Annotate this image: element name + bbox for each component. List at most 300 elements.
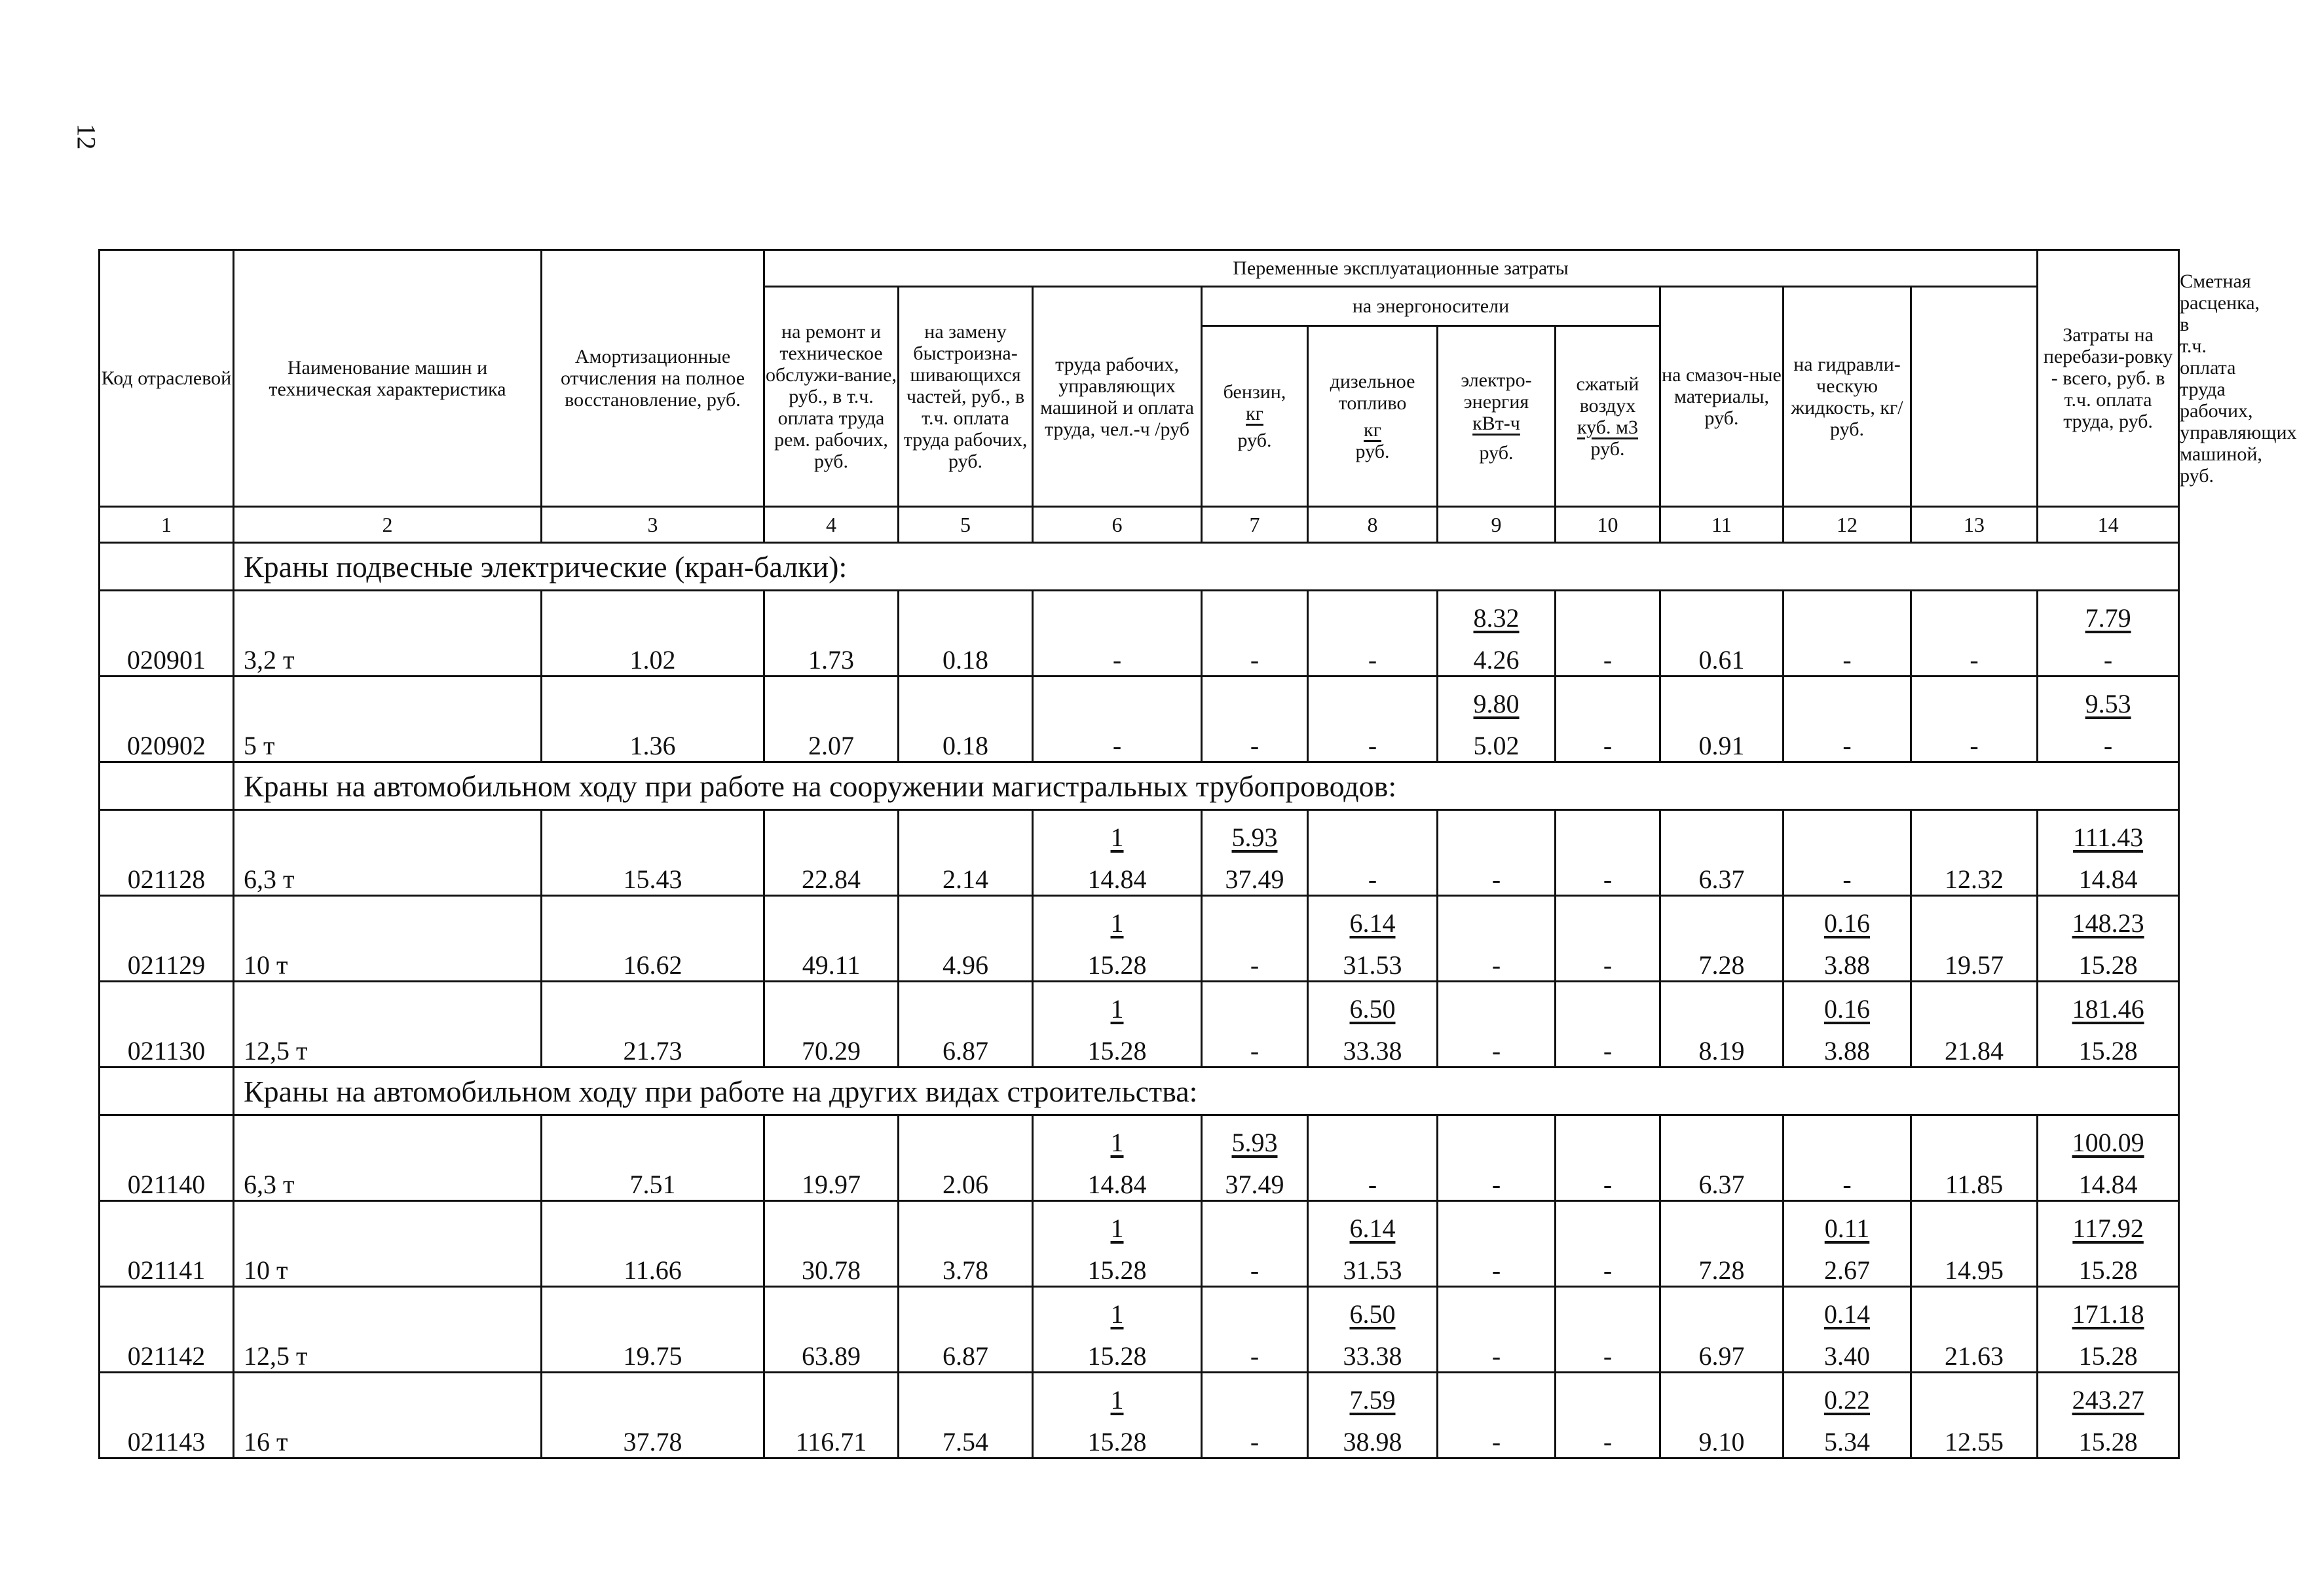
value-cell [542,896,764,939]
value-cell [1556,1115,1660,1159]
column-number: 2 [234,507,542,543]
value-cell [1911,677,2038,720]
value-cell: - [1438,1244,1556,1287]
value-cell: 9.80 [1438,677,1556,720]
value-cell: - [1911,719,2038,762]
value-cell: 21.63 [1911,1329,2038,1373]
value-cell: 15.28 [2038,1244,2179,1287]
value-cell: 11.66 [542,1244,764,1287]
header-relocation: Затраты на перебази-ровку - всего, руб. в т.ч. оплата труда, руб. [2038,250,2179,507]
table-row-numerator [100,1287,2179,1330]
value-cell: 33.38 [1308,1024,1438,1067]
value-cell: 37.49 [1202,853,1308,896]
value-cell: - [1783,719,1911,762]
value-cell: 15.28 [1033,1415,1202,1458]
header-repair: на ремонт и техническое обслужи-вание, руб., в т.ч. оплата труда рем. рабочих, руб. [764,287,899,507]
code-cell: 021143 [100,1415,234,1458]
code-cell: 020902 [100,719,234,762]
value-cell: 6.50 [1308,982,1438,1025]
value-cell [764,1115,899,1159]
value-cell [899,677,1033,720]
value-cell: 15.28 [1033,938,1202,982]
machine-cost-table: Код отраслевой Наименование машин и техническая характеристика Амортизационные отчисления на полное восстановление, руб. Переменные эксплуатационные затраты Затраты на перебази-ровку - всего, руб. в т.ч. оплата труда, руб. Сметная расценка, в т.ч. оплата труда рабочих, управляющих машиной, руб. на ремонт и техническое обслужи-вание, руб., в т.ч. оплата труда рем. рабочих, руб. на замену быстроизна-шивающихся частей, руб., в т.ч. оплата труда рабочих, руб. труда рабочих, управляющих машиной и оплата труда, чел.-ч /руб на энергоносители на смазоч-ные материалы, руб. на гидравли-ческую жидкость, кг/руб. бензин, кг руб. дизельное топливо кг руб. электро-энергия кВт-ч руб. сжатый воздух куб. м3 руб. 1 2 3 4 5 6 7 8 9 10 11 12 13 14 Краны подвесные электрические (кран-балки): 8.32 7.79 020901 3,2 т 1.02 1.73 0.18 - - - 4.26 - 0.61 - - - 9.80 9.53 020902 5 т 1.36 2.07 0.18 - - - 5.02 - 0.91 - - - Краны на автомобильном ходу при работе на сооружении магистральных трубопроводов: 1 5.93 111.43 021128 6,3 т 15.43 22.84 2.14 14.84 37.49 - - - 6.37 - 12.32 14.84 1 6.14 0.16 148.23 021129 10 т 16.62 49.11 4.96 15.28 - 31.53 - - 7.28 3.88 19.57 15.28 1 6.50 0.16 181.46 021130 12,5 т 21.73 70.29 6.87 15.28 - 33.38 - - 8.19 3.88 21.84 15.28 Краны на автомобильном ходу при работе на других видах строительства: 1 5.93 100.09 021140 6,3 т 7.51 19.97 2.06 14.84 37.49 - - - 6.37 - 11.85 14.84 1 6.14 0.11 117.92 021141 10 т 11.66 30.78 3.78 15.28 - 31.53 - - 7.28 2.67 14.95 15.28 1 6.50 0.14 171.18 021142 12,5 т 19.75 63.89 6.87 15.28 - 33.38 - - 6.97 3.40 21.63 15.28 1 7.59 0.22 243.27 021143 16 т 37.78 116.71 7.54 15.28 - 38.98 - - 9.10 5.34 12.55 15.28 [98,249,2180,1459]
value-cell: 9.10 [1660,1415,1783,1458]
section-title: Краны на автомобильном ходу при работе на других видах строительства: [234,1067,2179,1115]
value-cell: 33.38 [1308,1329,1438,1373]
value-cell: 7.28 [1660,1244,1783,1287]
value-cell: - [1556,633,1660,677]
value-cell: - [1202,1244,1308,1287]
value-cell: 2.06 [899,1158,1033,1201]
value-cell: 15.43 [542,853,764,896]
value-cell [1911,810,2038,853]
section-code-cell [100,762,234,810]
value-cell [764,591,899,634]
code-cell [100,1115,234,1159]
value-cell: 1.36 [542,719,764,762]
value-cell [1556,1373,1660,1416]
value-cell: 15.28 [2038,938,2179,982]
value-cell: - [1308,633,1438,677]
table-row-numerator [100,1201,2179,1244]
value-cell [764,1287,899,1330]
value-cell [1660,896,1783,939]
header-electricity: электро-энергия кВт-ч руб. [1438,326,1556,507]
value-cell: 243.27 [2038,1373,2179,1416]
value-cell: 1 [1033,1287,1202,1330]
section-header-row [100,762,2179,810]
value-cell: 5.93 [1202,810,1308,853]
column-number: 7 [1202,507,1308,543]
value-cell: 117.92 [2038,1201,2179,1244]
value-cell: 1 [1033,1115,1202,1159]
value-cell: 5.34 [1783,1415,1911,1458]
column-number: 4 [764,507,899,543]
value-cell [1556,982,1660,1025]
column-number: 9 [1438,507,1556,543]
value-cell: 6.14 [1308,1201,1438,1244]
value-cell [1308,677,1438,720]
value-cell [1438,896,1556,939]
header-variable-costs: Переменные эксплуатационные затраты [764,250,2038,287]
value-cell [1438,810,1556,853]
table-row-numerator [100,810,2179,853]
value-cell: 6.37 [1660,1158,1783,1201]
column-number: 13 [1911,507,2038,543]
name-cell [234,1115,542,1159]
value-cell [1308,1115,1438,1159]
value-cell: - [1556,938,1660,982]
value-cell: - [1438,1158,1556,1201]
code-cell [100,982,234,1025]
value-cell: - [1556,719,1660,762]
name-cell [234,591,542,634]
header-petrol: бензин, кг руб. [1202,326,1308,507]
value-cell: 19.97 [764,1158,899,1201]
section-title: Краны подвесные электрические (кран-балки): [234,543,2179,591]
value-cell: - [1202,1024,1308,1067]
value-cell: 9.53 [2038,677,2179,720]
value-cell [1202,982,1308,1025]
value-cell [1438,1287,1556,1330]
value-cell: 0.16 [1783,896,1911,939]
section-code-cell [100,543,234,591]
header-lubricants: на смазоч-ные материалы, руб. [1660,287,1783,507]
header-parts: на замену быстроизна-шивающихся частей, руб., в т.ч. оплата труда рабочих, руб. [899,287,1033,507]
value-cell: - [1202,1415,1308,1458]
value-cell [542,1287,764,1330]
code-cell [100,896,234,939]
value-cell: - [1556,1415,1660,1458]
value-cell: 37.49 [1202,1158,1308,1201]
value-cell: 14.95 [1911,1244,2038,1287]
value-cell: 5.93 [1202,1115,1308,1159]
header-compressed-air: сжатый воздух куб. м3 руб. [1556,326,1660,507]
value-cell: 19.57 [1911,938,2038,982]
value-cell: - [1911,633,2038,677]
value-cell: 11.85 [1911,1158,2038,1201]
value-cell: 116.71 [764,1415,899,1458]
value-cell: 148.23 [2038,896,2179,939]
value-cell: 0.18 [899,719,1033,762]
value-cell: 5.02 [1438,719,1556,762]
section-title: Краны на автомобильном ходу при работе на сооружении магистральных трубопроводов: [234,762,2179,810]
value-cell: 22.84 [764,853,899,896]
value-cell [1556,1287,1660,1330]
value-cell [1438,982,1556,1025]
table-row-numerator [100,1373,2179,1416]
code-cell: 021142 [100,1329,234,1373]
value-cell: 1 [1033,810,1202,853]
code-cell: 021141 [100,1244,234,1287]
value-cell [764,677,899,720]
value-cell [899,982,1033,1025]
value-cell: 7.79 [2038,591,2179,634]
value-cell: 16.62 [542,938,764,982]
table-row [100,719,2179,762]
table-row [100,938,2179,982]
value-cell [899,810,1033,853]
value-cell: 1 [1033,1373,1202,1416]
value-cell: 3.88 [1783,1024,1911,1067]
value-cell: 37.78 [542,1415,764,1458]
header-name: Наименование машин и техническая характеристика [234,250,542,507]
value-cell: 7.51 [542,1158,764,1201]
value-cell: 21.84 [1911,1024,2038,1067]
value-cell [1660,1115,1783,1159]
value-cell: 7.54 [899,1415,1033,1458]
column-number: 5 [899,507,1033,543]
header-diesel: дизельное топливо кг руб. [1308,326,1438,507]
value-cell [1911,591,2038,634]
value-cell [1660,810,1783,853]
value-cell [1308,810,1438,853]
value-cell [1202,591,1308,634]
value-cell: 21.73 [542,1024,764,1067]
code-cell [100,1201,234,1244]
header-code: Код отраслевой [100,250,234,507]
value-cell: - [1308,853,1438,896]
value-cell: 14.84 [2038,1158,2179,1201]
value-cell [764,982,899,1025]
code-cell [100,1287,234,1330]
value-cell: 8.19 [1660,1024,1783,1067]
value-cell [764,1373,899,1416]
code-cell [100,677,234,720]
value-cell: 2.67 [1783,1244,1911,1287]
value-cell [1783,1115,1911,1159]
table-row [100,633,2179,677]
value-cell: 171.18 [2038,1287,2179,1330]
table-row [100,1158,2179,1201]
value-cell [542,1373,764,1416]
value-cell [1202,1373,1308,1416]
value-cell: - [1438,1024,1556,1067]
value-cell [1033,677,1202,720]
value-cell: 38.98 [1308,1415,1438,1458]
name-cell: 12,5 т [234,1024,542,1067]
value-cell [1911,1373,2038,1416]
value-cell: 6.97 [1660,1329,1783,1373]
value-cell [1911,1115,2038,1159]
value-cell: 1.02 [542,633,764,677]
value-cell: 100.09 [2038,1115,2179,1159]
value-cell: - [1308,719,1438,762]
table-row [100,1415,2179,1458]
name-cell: 6,3 т [234,853,542,896]
value-cell: 3.78 [899,1244,1033,1287]
value-cell [1202,677,1308,720]
value-cell: 4.26 [1438,633,1556,677]
value-cell: 14.84 [1033,853,1202,896]
value-cell [899,896,1033,939]
value-cell [1911,1287,2038,1330]
column-number: 10 [1556,507,1660,543]
table-row [100,1329,2179,1373]
value-cell: - [2038,633,2179,677]
value-cell: 2.07 [764,719,899,762]
value-cell: 0.16 [1783,982,1911,1025]
code-cell: 021128 [100,853,234,896]
header-labor: труда рабочих, управляющих машиной и оплата труда, чел.-ч /руб [1033,287,1202,507]
column-number: 8 [1308,507,1438,543]
value-cell [764,896,899,939]
code-cell: 021130 [100,1024,234,1067]
value-cell: 3.40 [1783,1329,1911,1373]
column-number: 6 [1033,507,1202,543]
value-cell: 14.84 [1033,1158,1202,1201]
value-cell [1556,591,1660,634]
name-cell: 3,2 т [234,633,542,677]
table-row-numerator [100,1115,2179,1159]
value-cell [1660,677,1783,720]
value-cell: 14.84 [2038,853,2179,896]
value-cell: 181.46 [2038,982,2179,1025]
name-cell: 10 т [234,938,542,982]
value-cell [1783,591,1911,634]
value-cell: 1 [1033,982,1202,1025]
value-cell: 0.18 [899,633,1033,677]
table-row [100,853,2179,896]
column-number: 12 [1783,507,1911,543]
value-cell: 1.73 [764,633,899,677]
table-row-numerator [100,677,2179,720]
column-number: 11 [1660,507,1783,543]
value-cell [1556,1201,1660,1244]
value-cell: 0.11 [1783,1201,1911,1244]
value-cell: 6.37 [1660,853,1783,896]
value-cell: - [1783,1158,1911,1201]
code-cell [100,591,234,634]
value-cell [1783,810,1911,853]
value-cell [1202,1287,1308,1330]
value-cell: 19.75 [542,1329,764,1373]
value-cell: 15.28 [2038,1415,2179,1458]
value-cell: - [1202,1329,1308,1373]
value-cell: 0.22 [1783,1373,1911,1416]
table-row-numerator [100,896,2179,939]
value-cell [1202,896,1308,939]
value-cell: 70.29 [764,1024,899,1067]
name-cell [234,896,542,939]
value-cell [542,810,764,853]
name-cell: 5 т [234,719,542,762]
name-cell [234,1201,542,1244]
value-cell: - [1202,633,1308,677]
name-cell: 6,3 т [234,1158,542,1201]
code-cell [100,1373,234,1416]
value-cell: 7.28 [1660,938,1783,982]
value-cell: - [1438,1329,1556,1373]
value-cell: 30.78 [764,1244,899,1287]
value-cell: 31.53 [1308,1244,1438,1287]
section-header-row [100,1067,2179,1115]
value-cell: - [1783,853,1911,896]
value-cell: - [1033,719,1202,762]
value-cell [1911,982,2038,1025]
value-cell [1660,982,1783,1025]
value-cell [1911,896,2038,939]
page-number: 12 [71,123,102,150]
value-cell [1911,1201,2038,1244]
value-cell: 6.50 [1308,1287,1438,1330]
value-cell [542,677,764,720]
value-cell [1438,1373,1556,1416]
section-code-cell [100,1067,234,1115]
value-cell: - [1438,1415,1556,1458]
value-cell [1033,591,1202,634]
name-cell: 10 т [234,1244,542,1287]
value-cell [1308,591,1438,634]
column-number: 14 [2038,507,2179,543]
value-cell [1438,1201,1556,1244]
header-hydraulic: на гидравли-ческую жидкость, кг/руб. [1783,287,1911,507]
code-cell: 020901 [100,633,234,677]
value-cell: - [1308,1158,1438,1201]
name-cell [234,982,542,1025]
column-number: 1 [100,507,234,543]
value-cell: 63.89 [764,1329,899,1373]
value-cell [542,982,764,1025]
value-cell: 15.28 [1033,1024,1202,1067]
name-cell [234,1287,542,1330]
value-cell [542,1115,764,1159]
column-number: 3 [542,507,764,543]
value-cell: - [1202,719,1308,762]
value-cell: 12.32 [1911,853,2038,896]
value-cell: - [1556,1024,1660,1067]
value-cell: 1 [1033,896,1202,939]
value-cell: - [1556,1329,1660,1373]
header-energy: на энергоносители [1202,287,1660,326]
value-cell: 12.55 [1911,1415,2038,1458]
value-cell [1660,1287,1783,1330]
name-cell: 12,5 т [234,1329,542,1373]
value-cell: 1 [1033,1201,1202,1244]
section-header-row [100,543,2179,591]
value-cell: 49.11 [764,938,899,982]
value-cell: 4.96 [899,938,1033,982]
value-cell: 6.14 [1308,896,1438,939]
value-cell [1202,1201,1308,1244]
value-cell: 31.53 [1308,938,1438,982]
value-cell: - [1202,938,1308,982]
value-cell [1660,1201,1783,1244]
value-cell [899,1201,1033,1244]
value-cell: - [2038,719,2179,762]
value-cell: 0.14 [1783,1287,1911,1330]
value-cell [1556,896,1660,939]
value-cell: - [1438,938,1556,982]
value-cell: - [1438,853,1556,896]
value-cell [1438,1115,1556,1159]
table-row-numerator [100,591,2179,634]
value-cell [1783,677,1911,720]
table-row [100,1244,2179,1287]
value-cell: 6.87 [899,1329,1033,1373]
value-cell: 3.88 [1783,938,1911,982]
value-cell: 8.32 [1438,591,1556,634]
name-cell [234,677,542,720]
value-cell: 2.14 [899,853,1033,896]
value-cell: 15.28 [1033,1244,1202,1287]
table-row [100,1024,2179,1067]
table-row-numerator [100,982,2179,1025]
code-cell [100,810,234,853]
value-cell [1556,810,1660,853]
value-cell [899,1373,1033,1416]
code-cell: 021129 [100,938,234,982]
value-cell [1660,591,1783,634]
value-cell [899,591,1033,634]
value-cell: - [1556,853,1660,896]
value-cell [542,1201,764,1244]
value-cell: - [1783,633,1911,677]
value-cell [1556,677,1660,720]
column-numbers-row [100,507,2179,543]
value-cell: 111.43 [2038,810,2179,853]
value-cell: - [1033,633,1202,677]
value-cell: - [1556,1158,1660,1201]
header-amortization: Амортизационные отчисления на полное восстановление, руб. [542,250,764,507]
value-cell [899,1287,1033,1330]
value-cell: - [1556,1244,1660,1287]
name-cell: 16 т [234,1415,542,1458]
value-cell [764,1201,899,1244]
value-cell: 0.91 [1660,719,1783,762]
code-cell: 021140 [100,1158,234,1201]
value-cell: 6.87 [899,1024,1033,1067]
